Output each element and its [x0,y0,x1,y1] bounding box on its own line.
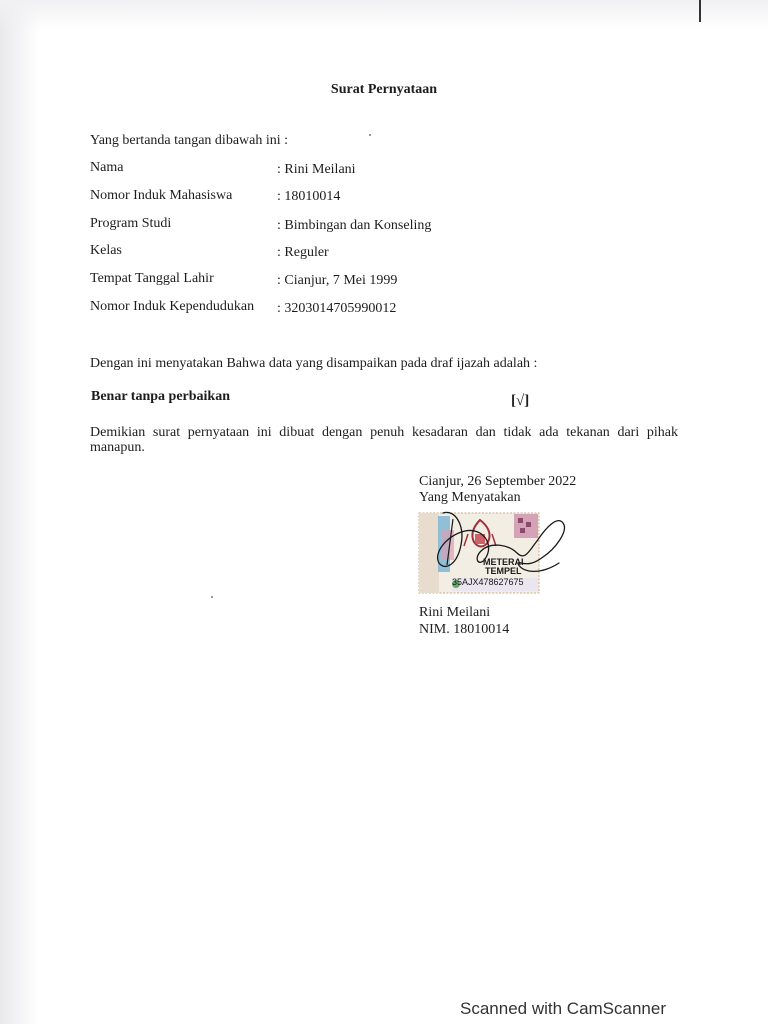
scanner-watermark: Scanned with CamScanner [460,999,667,1018]
field-value-nim: : 18010014 [277,189,341,204]
signer-role: Yang Menyatakan [419,490,521,505]
field-label-nik: Nomor Induk Kependudukan [90,299,255,314]
option-label: Benar tanpa perbaikan [91,389,230,404]
stamp-serial: 35AJX478627675 [452,577,524,587]
signer-nim: NIM. 18010014 [419,622,510,637]
statement-text: Dengan ini menyatakan Bahwa data yang disampaikan pada draf ijazah adalah : [90,356,538,371]
field-value-nama: : Rini Meilani [277,162,356,177]
signature [425,505,570,585]
scan-top-shadow [0,0,768,30]
intro-text: Yang bertanda tangan dibawah ini : [90,133,289,148]
stamp-label-line1: METERAI [483,557,524,567]
field-value-nik: : 3203014705990012 [277,301,397,316]
field-label-ttl: Tempat Tanggal Lahir [90,271,214,286]
field-label-kelas: Kelas [90,243,122,258]
field-label-nama: Nama [90,160,124,175]
field-label-program-studi: Program Studi [90,216,172,231]
field-label-nim: Nomor Induk Mahasiswa [90,188,233,203]
signer-name: Rini Meilani [419,605,491,620]
scan-speck [211,596,213,598]
closing-paragraph: Demikian surat pernyataan ini dibuat dengan penuh kesadaran dan tidak ada tekanan dari pihak manapun. [90,425,678,455]
document-title: Surat Pernyataan [330,82,438,97]
stamp-label-line2: TEMPEL [484,566,522,576]
checkbox-mark: [√] [511,393,530,409]
field-value-ttl: : Cianjur, 7 Mei 1999 [277,273,398,288]
field-value-program-studi: : Bimbingan dan Konseling [277,218,432,233]
scan-speck [369,134,371,136]
scan-edge-shadow [0,0,40,1024]
field-value-kelas: : Reguler [277,245,329,260]
place-date: Cianjur, 26 September 2022 [419,474,577,489]
scan-corner-mark [699,0,701,22]
